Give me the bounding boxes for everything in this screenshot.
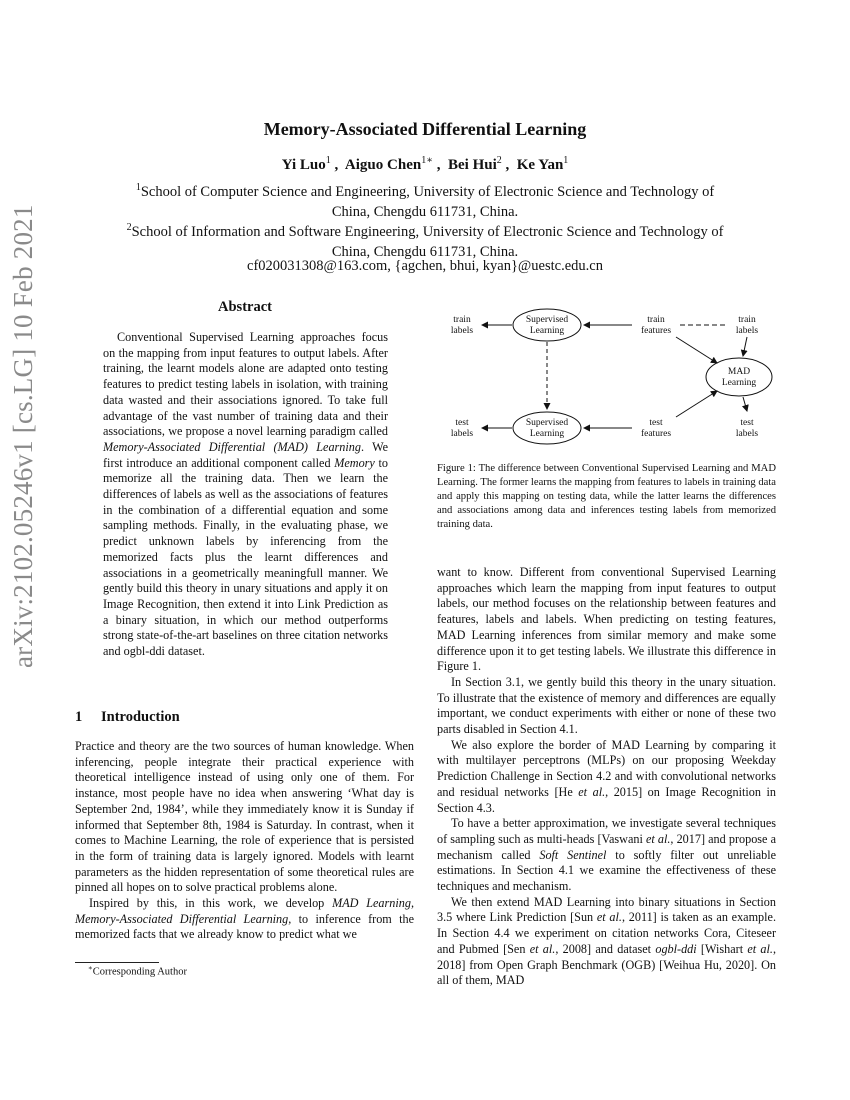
footnote: ∗Corresponding Author [88, 964, 187, 978]
affiliation-1 [80, 178, 770, 222]
author-name: Yi Luo [281, 157, 326, 173]
svg-text:labels: labels [735, 429, 759, 439]
svg-text:features: features [640, 429, 672, 439]
introduction-text [75, 739, 414, 943]
node-label: Learning [529, 429, 565, 439]
supervised-learning-top-node [513, 309, 581, 341]
figure-1-caption: Figure 1: The difference between Conventional Supervised Learning and MAD Learning. The former learns the mapping from features to labels in training data and apply this mapping on testing data, while the latter learns the differences and associations among data and inferences testing labels from memorized training data. [437, 463, 776, 530]
paragraph: We then extend MAD Learning into binary situations in Section 3.5 where Link Prediction [Sun et al., 2011] is taken as an example. In Section 4.4 we experiment on citation networks Cora, Citeseer and Pubmed [Sen et al., 2008] and dataset ogbl-ddi [Wishart et al., 2018] from Open Graph Benchmark (OGB) [Weihua Hu, 2020]. On all of them, MAD [437, 894, 777, 988]
paragraph: Inspired by this, in this work, we develop MAD Learning, Memory-Associated Differential Learning, to inference from the memorized facts that we already know to predict what we [75, 896, 415, 942]
affiliation-number: 2 [126, 222, 132, 233]
test-labels-left-label: test [455, 418, 469, 428]
affiliation-2 [80, 218, 770, 262]
section-heading-introduction: 1 Introduction [75, 709, 180, 725]
svg-text:labels: labels [735, 326, 759, 336]
paper-title: Memory-Associated Differential Learning [263, 119, 587, 139]
author-name: Bei Hui [448, 157, 497, 173]
author-emails: cf020031308@163.com, {agchen, bhui, kyan}@uestc.edu.cn [247, 258, 603, 274]
affiliation-mark: 1 [563, 155, 569, 166]
affiliation-line: School of Information and Software Engineering, University of Electronic Science and Technology of [131, 223, 724, 240]
paragraph: To have a better approximation, we investigate several techniques of sampling such as multi-heads [Vaswani et al., 2017] and propose a mechanism called Soft Sentinel to softly filter out unreliable estimations. In Section 4.1 we examine the effectiveness of these techniques and mechanism. [437, 816, 776, 894]
abstract-text: Conventional Supervised Learning approaches focus on the mapping from input features to output labels. After training, the learnt models alone are adapted onto testing features to predict testing labels in isolation, with training data wasted and their associations ignored. To take full advantage of the vast number of training data and their associations, we propose a novel learning paradigm called Memory-Associated Differential (MAD) Learning. We first introduce an additional component called Memory to memorize all the training data. Then we learn the differences of labels as well as the associations of features in the combination of a differential equation and some sampling methods. Finally, in the evaluating phase, we predict unknown labels by inferencing from the memorized facts plus the learnt differences and associations in a geometrically meaningfull manner. We gently build this theory in unary situations and apply it on Image Recognition, then extend it into Link Prediction as a binary situation, in which our method outperforms strong state-of-the-art baselines on three citation networks and ogbl-ddi dataset. [103, 330, 389, 659]
author-name: Aiguo Chen [344, 157, 422, 173]
affiliation-mark: 2 [496, 155, 502, 166]
author-name: Ke Yan [516, 157, 564, 173]
node-label: MAD [727, 367, 751, 377]
supervised-learning-bottom-node [513, 412, 581, 444]
affiliation-mark: 1∗ [421, 155, 433, 166]
svg-text:labels: labels [450, 429, 474, 439]
node-label: Learning [721, 378, 757, 388]
right-column-text [437, 565, 776, 989]
train-labels-right-label: train [738, 315, 756, 325]
svg-text:features: features [640, 326, 672, 336]
train-labels-left-label: train [453, 315, 471, 325]
node-label: Supervised [525, 315, 569, 325]
paragraph: We also explore the border of MAD Learning by comparing it with multilayer perceptrons (MLPs) on our proposing Weekday Prediction Challenge in Section 4.2 and with convolutional networks and residual networks [He et al., 2015] on Image Recognition in Section 4.3. [437, 737, 776, 815]
abstract-heading: Abstract [218, 299, 272, 315]
figure-1-diagram [437, 301, 776, 451]
footnote-divider [75, 962, 159, 963]
paragraph: Practice and theory are the two sources of human knowledge. When inferencing, people integrate their practical experience with theoretical intelligence instead of using only one of them. For instance, most people have no idea when answering ‘What day is September 2nd, 1984’, while they immediately know it is Sunday if informed that September 8th, 1984 is Saturday. In contrast, when it comes to Machine Learning, the role of experience that is persisted in the form of training data is largely ignored. Models with learnt parameters as the hidden representation of some theoretical rules are pinned all hopes on to solve practical problems alone. [75, 739, 414, 895]
paragraph: In Section 3.1, we gently build this theory in the unary situation. To illustrate that the existence of memory and differences are equally important, we conduct experiments with either or none of these two parts disabled in Section 4.1. [437, 674, 776, 737]
mad-learning-node [706, 358, 772, 396]
test-features-label: test [649, 418, 663, 428]
affiliation-line: China, Chengdu 611731, China. [331, 203, 519, 220]
affiliation-number: 1 [135, 182, 141, 193]
node-label: Supervised [525, 418, 569, 428]
paragraph: want to know. Different from conventional Supervised Learning approaches which learn the mapping from input features to output labels, our method focuses on the relationship between features and features, labels and labels. When predicting on testing features, MAD Learning inferences from similar memory and make some difference upon it to get testing labels. We illustrate this difference in Figure 1. [437, 565, 776, 674]
author-list: Yi Luo$^1$ , Aiguo Chen$^{1∗}$ , Bei Hui$^2$ , Ke Yan$^1$ [281, 155, 569, 173]
arrow [743, 337, 747, 356]
affiliation-line: School of Computer Science and Engineering, University of Electronic Science and Technology of [140, 183, 715, 200]
svg-text:labels: labels [450, 326, 474, 336]
arrow [743, 397, 747, 411]
affiliation-mark: 1 [325, 155, 331, 166]
affiliation-line: China, Chengdu 611731, China. [331, 243, 519, 260]
test-labels-right-label: test [740, 418, 754, 428]
arrow [676, 391, 717, 417]
train-features-label: train [647, 315, 665, 325]
arxiv-identifier-stamp: arXiv:2102.05246v1 [cs.LG] 10 Feb 2021 [8, 204, 38, 668]
node-label: Learning [529, 326, 565, 336]
arrow [676, 337, 717, 363]
